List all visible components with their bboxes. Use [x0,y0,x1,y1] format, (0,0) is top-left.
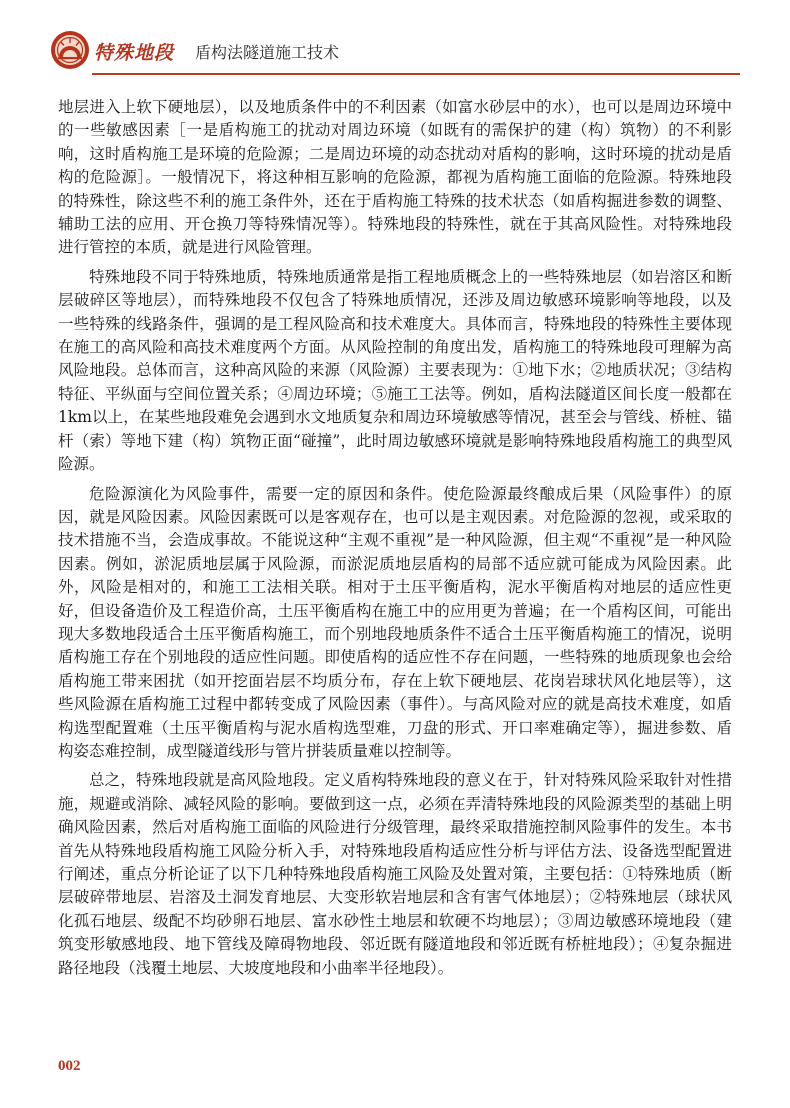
page-number: 002 [58,1058,81,1074]
paragraph: 特殊地段不同于特殊地质，特殊地质通常是指工程地质概念上的一些特殊地层（如岩溶区和断层破碎区等地层），而特殊地段不仅包含了特殊地质情况，还涉及周边敏感环境影响等地段，以及一些特殊的线路条件，强调的是工程风险高和技术难度大。具体而言，特殊地段的特殊性主要体现在施工的高风险和高技术难度两个方面。从风险控制的角度出发，盾构施工的特殊地段可理解为高风险地段。总体而言，这种高风险的来源（风险源）主要表现为：①地下水；②地质状况；③结构特征、平纵面与空间位置关系；④周边环境；⑤施工工法等。例如，盾构法隧道区间长度一般都在1km以上，在某些地段难免会遇到水文地质复杂和周边环境敏感等情况，甚至会与管线、桥桩、锚杆（索）等地下建（构）筑物正面“碰撞”，此时周边敏感环境就是影响特殊地段盾构施工的典型风险源。 [58,267,732,474]
paragraph: 地层进入上软下硬地层），以及地质条件中的不利因素（如富水砂层中的水），也可以是周边环境中的一些敏感因素［一是盾构施工的扰动对周边环境（如既有的需保护的建（构）筑物）的不利影响，这时盾构施工是环境的危险源；二是周边环境的动态扰动对盾构的影响，这时环境的扰动是盾构的危险源］。一般情况下，将这种相互影响的危险源，都视为盾构施工面临的危险源。特殊地段的特殊性，除这些不利的施工条件外，还在于盾构施工特殊的技术状态（如盾构掘进参数的调整、辅助工法的应用、开仓换刀等特殊情况等）。特殊地段的特殊性，就在于其高风险性。对特殊地段进行管控的本质，就是进行风险管理。 [58,98,732,257]
book-subtitle: 盾构法隧道施工技术 [195,43,340,62]
paragraph: 总之，特殊地段就是高风险地段。定义盾构特殊地段的意义在于，针对特殊风险采取针对性措施，规避或消除、减轻风险的影响。要做到这一点，必须在弄清特殊地段的风险源类型的基础上明确风险因素，然后对盾构施工面临的风险进行分级管理，最终采取措施控制风险事件的发生。本书首先从特殊地段盾构施工风险分析入手，对特殊地段盾构适应性分析与评估方法、设备选型配置进行阐述，重点分析论证了以下几种特殊地段盾构施工风险及处置对策，主要包括：①特殊地质（断层破碎带地层、岩溶及土洞发育地层、大变形软岩地层和含有害气体地层）；②特殊地层（球状风化孤石地层、级配不均砂卵石地层、富水砂性土地层和软硬不均地层）；③周边敏感环境地段（建筑变形敏感地段、地下管线及障碍物地段、邻近既有隧道地段和邻近既有桥桩地段）；④复杂掘进路径地段（浅覆土地层、大坡度地段和小曲率半径地段）。 [58,771,732,977]
book-series-title: 特殊地段 [94,42,175,64]
paragraph: 危险源演化为风险事件，需要一定的原因和条件。使危险源最终酿成后果（风险事件）的原因，就是风险因素。风险因素既可以是客观存在，也可以是主观因素。对危险源的忽视，或采取的技术措施不当，会造成事故。不能说这种“主观不重视”是一种风险源，但主观“不重视”是一种风险因素。例如，淤泥质地层属于风险源，而淤泥质地层盾构的局部不适应就可能成为风险因素。此外，风险是相对的，和施工工法相关联。相对于土压平衡盾构，泥水平衡盾构对地层的适应性更好，但设备造价及工程造价高，土压平衡盾构在施工中的应用更为普遍；在一个盾构区间，可能出现大多数地段适合土压平衡盾构施工，而个别地段地质条件不适合土压平衡盾构施工的情况，说明盾构施工存在个别地段的适应性问题。即使盾构的适应性不存在问题，一些特殊的地质现象也会给盾构施工带来困扰（如开挖面岩层不均质分布，存在上软下硬地层、花岗岩球状风化地层等），这些风险源在盾构施工过程中都转变成了风险因素（事件）。与高风险对应的就是高技术难度，如盾构选型配置难（土压平衡盾构与泥水盾构选型难，刀盘的形式、开口率难确定等），掘进参数、盾构姿态难控制，成型隧道线形与管片拼装质量难以控制等。 [58,484,732,760]
emblem-icon [50,30,90,70]
header-divider [92,73,740,75]
body-text [58,96,732,986]
running-header [50,30,740,76]
